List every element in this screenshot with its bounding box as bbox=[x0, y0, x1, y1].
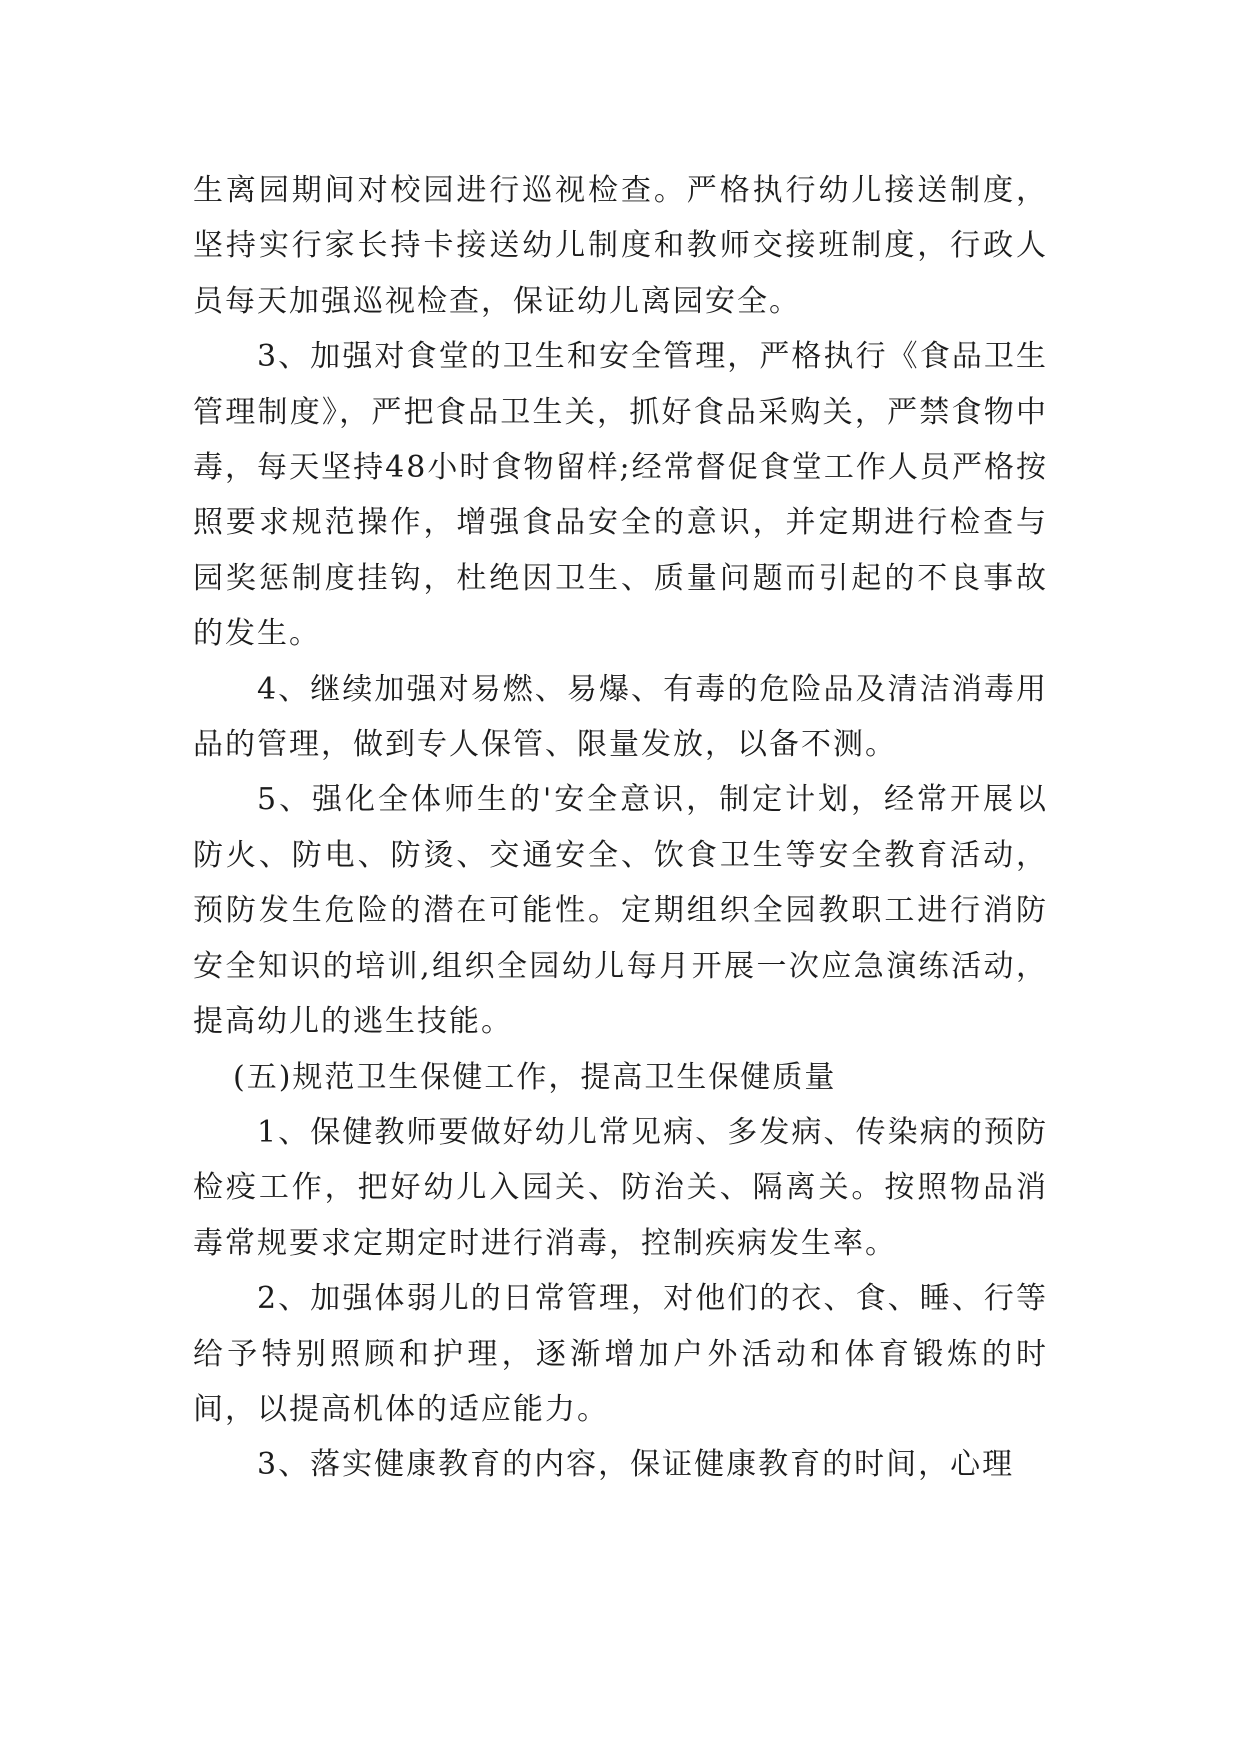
paragraph-item-3-health-education: 3、落实健康教育的内容，保证健康教育的时间，心理 bbox=[257, 1447, 1015, 1483]
paragraph-item-4-hazardous-goods: 4、继续加强对易燃、易爆、有毒的危险品及清洁消毒用品的管理，做到专人保管、限量发放，以备不测。 bbox=[193, 671, 1048, 763]
document-body bbox=[193, 163, 1048, 1493]
paragraph-item-5-safety-awareness: 5、强化全体师生的'安全意识，制定计划，经常开展以防火、防电、防烫、交通安全、饮食卫生等安全教育活动，预防发生危险的潜在可能性。定期组织全园教职工进行消防安全知识的培训,组织全园幼儿每月开展一次应急演练活动，提高幼儿的逃生技能。 bbox=[193, 782, 1048, 1040]
paragraph-item-2-weak-children: 2、加强体弱儿的日常管理，对他们的衣、食、睡、行等给予特别照顾和护理，逐渐增加户外活动和体育锻炼的时间，以提高机体的适应能力。 bbox=[193, 1281, 1048, 1427]
section-heading-health-care: (五)规范卫生保健工作，提高卫生保健质量 bbox=[233, 1059, 837, 1095]
paragraph-continuation: 生离园期间对校园进行巡视检查。严格执行幼儿接送制度，坚持实行家长持卡接送幼儿制度和教师交接班制度，行政人员每天加强巡视检查，保证幼儿离园安全。 bbox=[193, 173, 1048, 319]
paragraph-item-1-disease-prevention: 1、保健教师要做好幼儿常见病、多发病、传染病的预防检疫工作，把好幼儿入园关、防治关、隔离关。按照物品消毒常规要求定期定时进行消毒，控制疾病发生率。 bbox=[193, 1114, 1048, 1261]
paragraph-item-3-canteen: 3、加强对食堂的卫生和安全管理，严格执行《食品卫生管理制度》，严把食品卫生关，抓好食品采购关，严禁食物中毒，每天坚持48小时食物留样;经常督促食堂工作人员严格按照要求规范操作，增强食品安全的意识，并定期进行检查与园奖惩制度挂钩，杜绝因卫生、质量问题而引起的不良事故的发生。 bbox=[193, 339, 1048, 652]
